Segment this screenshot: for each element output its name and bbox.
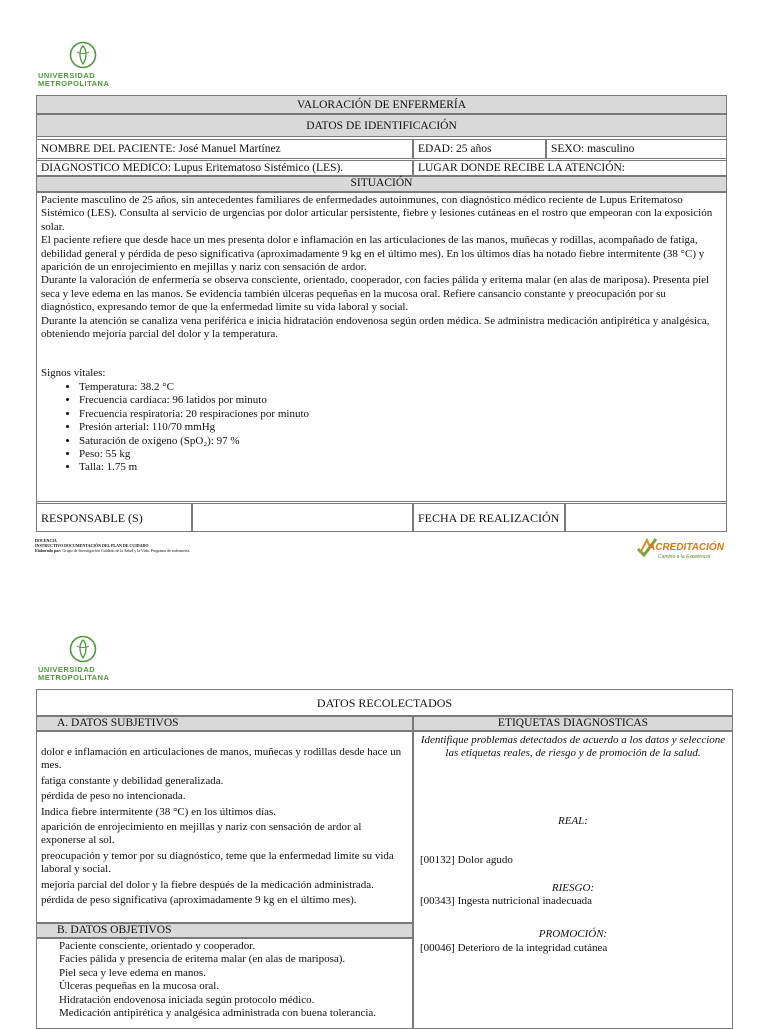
footer-author-label: Elaborado por: — [35, 548, 62, 553]
vital-item: • Peso: 55 kg — [79, 448, 722, 461]
university-emblem-icon — [68, 40, 98, 70]
objective-header: B. DATOS OBJETIVOS — [36, 923, 413, 938]
objective-item: Hidratación endovenosa iniciada según protocolo médico. — [59, 993, 315, 1006]
objective-item: Úlceras pequeñas en la mucosa oral. — [59, 980, 220, 993]
age-field: EDAD: 25 años — [413, 139, 546, 159]
accreditation-logo — [636, 537, 726, 565]
objective-item: Piel seca y leve edema en manos. — [59, 966, 206, 979]
footer-line2: INSTRUCTIVO DOCUMENTACIÓN DEL PLAN DE CUIDADO — [35, 543, 149, 548]
accreditation-word: ACREDITACIÓN — [648, 542, 724, 553]
date-label: FECHA DE REALIZACIÓN — [413, 503, 565, 532]
situation-paragraph: Paciente masculino de 25 años, sin antecedentes familiares de enfermedades autoinmunes, con diagnóstico médico reciente de Lupus Eritematoso Sistémico (LES). Consulta al servicio de urgencias por dolor articular persistente, fiebre y lesiones cutáneas en el rostro que empeoran con la exposición solar. — [41, 194, 713, 233]
identification-header: DATOS DE IDENTIFICACIÓN — [36, 114, 727, 137]
vitals-list — [41, 381, 722, 475]
collected-data-title: DATOS RECOLECTADOS — [36, 689, 733, 716]
objective-item: Medicación antipirética y analgésica administrada con buena tolerancia. — [59, 1007, 377, 1020]
risk-label-title: RIESGO: — [551, 881, 595, 894]
objective-item: Facies pálida y presencia de eritema malar (en alas de mariposa). — [59, 953, 346, 966]
real-label-item: [00132] Dolor agudo — [420, 854, 513, 867]
subjective-header: A. DATOS SUBJETIVOS — [36, 716, 413, 731]
responsible-value[interactable] — [192, 503, 413, 532]
subjective-data-body — [36, 731, 413, 923]
subjective-item: pérdida de peso significativa (aproximadamente 9 kg en el último mes). — [41, 894, 357, 907]
vital-item: • Saturación de oxígeno (SpO₂): 97 % — [79, 435, 722, 448]
situation-paragraph: El paciente refiere que desde hace un mes presenta dolor e inflamación en las articulaciones de las manos, muñecas y rodillas, acompañado de fatiga, debilidad general y pérdida de peso significativa (aproximadamente 9 kg en el último mes). En los últimos días ha notado fiebre intermitente (38 °C) y aparición de un enrojecimiento en mejillas y nariz con sensación de ardor. — [41, 234, 705, 274]
logo-line1: UNIVERSIDAD — [38, 71, 96, 80]
subjective-item: dolor e inflamación en articulaciones de manos, muñecas y rodillas desde hace un mes. — [41, 746, 402, 772]
real-label-title: REAL: — [558, 814, 588, 827]
situation-paragraph: Durante la atención se canaliza vena periférica e inicia hidratación endovenosa según orden médica. Se administra medicación antipirética y analgésica, obteniendo mejoría parcial del dolor y la temperatura. — [41, 314, 710, 341]
diagnosis-field: DIAGNOSTICO MEDICO: Lupus Eritematoso Sistémico (LES). — [36, 160, 413, 176]
objective-data-body — [36, 938, 413, 1029]
date-value[interactable] — [565, 503, 727, 532]
vital-item: • Temperatura: 38.2 °C — [79, 381, 722, 394]
diagnostic-labels-body — [413, 731, 733, 1029]
document-footer — [35, 538, 190, 553]
logo-line1: UNIVERSIDAD — [38, 665, 96, 674]
university-logo-page2 — [38, 634, 128, 682]
vitals-title: Signos vitales: — [41, 367, 106, 380]
subjective-item: Indica fiebre intermitente (38 °C) en los últimos días. — [41, 805, 277, 818]
vital-item: • Talla: 1.75 m — [79, 461, 722, 474]
care-place-field: LUGAR DONDE RECIBE LA ATENCIÓN: — [413, 160, 727, 176]
subjective-item: preocupación y temor por su diagnóstico, teme que la enfermedad limite su vida laboral y social. — [41, 849, 394, 876]
responsible-label: RESPONSABLE (S) — [36, 503, 192, 532]
situation-paragraph: Durante la valoración de enfermería se observa consciente, orientado, cooperador, con facies pálida y eritema malar (en alas de mariposa). Presenta piel seca y leve edema en las manos. Se evidencia también úlceras pequeñas en la mucosa oral. Refiere cansancio constante y preocupación por su diagnóstico, expresando temor de que la enfermedad limite su vida laboral y social. — [41, 274, 710, 314]
labels-instructions: Identifique problemas detectados de acuerdo a los datos y seleccione las etiquetas reales, de riesgo y de promoción de la salud. — [420, 734, 726, 760]
subjective-item: fatiga constante y debilidad generalizada. — [41, 774, 224, 787]
vital-item: • Presión arterial: 110/70 mmHg — [79, 421, 722, 434]
logo-line2: METROPOLITANA — [38, 79, 110, 88]
situation-header: SITUACIÓN — [36, 176, 727, 192]
diagnostic-labels-header: ETIQUETAS DIAGNOSTICAS — [413, 716, 733, 731]
footer-author: Grupo de Investigación Cuidado de la Salud y la Vida. Programa de enfermería. — [61, 548, 191, 553]
situation-body — [36, 192, 727, 502]
university-logo — [38, 40, 128, 88]
vital-item: • Frecuencia cardíaca: 96 latidos por minuto — [79, 394, 722, 407]
risk-label-item: [00343] Ingesta nutricional inadecuada — [420, 895, 592, 908]
footer-line1: DOCENCIA — [35, 538, 57, 543]
objective-item: Paciente consciente, orientado y cooperador. — [59, 940, 256, 952]
form-title: VALORACIÓN DE ENFERMERÍA — [36, 95, 727, 114]
accreditation-tagline: Camino a la Excelencia — [658, 554, 711, 560]
university-emblem-icon — [68, 634, 98, 664]
promotion-label-title: PROMOCIÓN: — [538, 928, 608, 941]
subjective-item: aparición de enrojecimiento en mejillas y nariz con sensación de ardor al exponerse al sol. — [41, 821, 362, 847]
sex-field: SEXO: masculino — [546, 139, 727, 159]
logo-line2: METROPOLITANA — [38, 673, 110, 682]
vital-item: • Frecuencia respiratoria: 20 respiraciones por minuto — [79, 408, 722, 421]
subjective-item: mejoría parcial del dolor y la fiebre después de la medicación administrada. — [41, 878, 374, 891]
promotion-label-item: [00046] Deterioro de la integridad cutánea — [420, 941, 608, 954]
patient-name-field: NOMBRE DEL PACIENTE: José Manuel Martínez — [36, 139, 413, 159]
subjective-item: pérdida de peso no intencionada. — [41, 790, 186, 803]
